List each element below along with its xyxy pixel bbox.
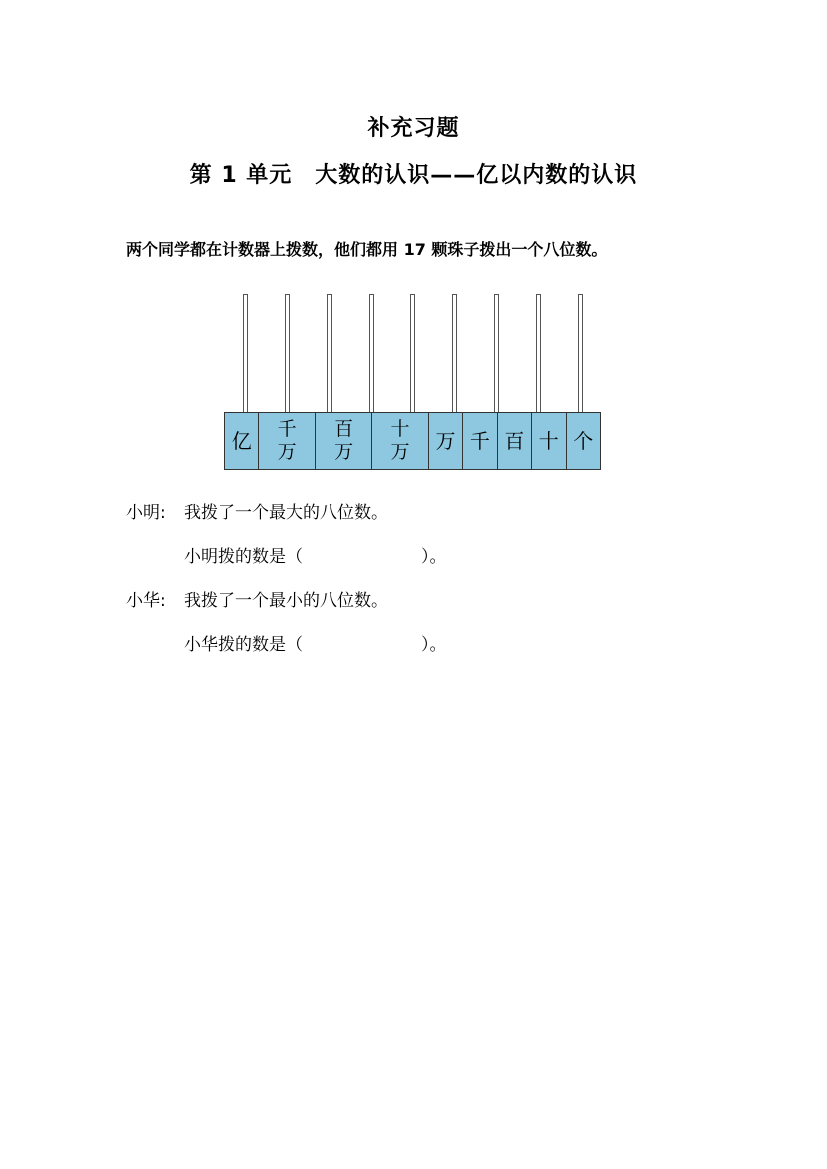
xiaohua-answer-line bbox=[184, 630, 447, 655]
page-title: 补充习题 bbox=[367, 116, 460, 141]
abacus-rod bbox=[494, 294, 499, 413]
abacus-rod bbox=[369, 294, 374, 413]
abacus-diagram bbox=[224, 294, 601, 472]
place-label-ge: 个 bbox=[567, 413, 600, 469]
abacus-rod bbox=[243, 294, 248, 413]
place-label-qian: 千 bbox=[463, 413, 497, 469]
place-label-yi: 亿 bbox=[225, 413, 259, 469]
xiaoming-answer-suffix: ）。 bbox=[421, 547, 447, 567]
abacus-rod bbox=[410, 294, 415, 413]
abacus-rod bbox=[327, 294, 332, 413]
xiaohua-speaker: 小华: bbox=[126, 591, 166, 611]
abacus-rod bbox=[452, 294, 457, 413]
question-text: 两个同学都在计数器上拨数，他们都用 17 颗珠子拨出一个八位数。 bbox=[126, 240, 608, 259]
abacus-rod bbox=[285, 294, 290, 413]
abacus-rod bbox=[536, 294, 541, 413]
xiaoming-answer-prefix: 小明拨的数是（ bbox=[184, 547, 303, 567]
xiaohua-statement: 我拨了一个最小的八位数。 bbox=[184, 591, 388, 611]
xiaoming-speaker: 小明: bbox=[126, 503, 166, 523]
xiaoming-answer-line bbox=[184, 542, 447, 567]
place-label-bai: 百 bbox=[498, 413, 532, 469]
abacus-rod bbox=[578, 294, 583, 413]
xiaohua-answer-suffix: ）。 bbox=[421, 635, 447, 655]
place-value-row bbox=[224, 412, 601, 470]
place-label-qianwan: 千万 bbox=[259, 413, 315, 469]
xiaoming-statement: 我拨了一个最大的八位数。 bbox=[184, 503, 388, 523]
place-label-shiwan: 十万 bbox=[372, 413, 428, 469]
place-label-wan: 万 bbox=[429, 413, 463, 469]
xiaohua-answer-prefix: 小华拨的数是（ bbox=[184, 635, 303, 655]
place-label-baiwan: 百万 bbox=[316, 413, 372, 469]
place-label-shi: 十 bbox=[532, 413, 566, 469]
unit-subtitle: 第 1 单元 大数的认识——亿以内数的认识 bbox=[189, 163, 638, 188]
